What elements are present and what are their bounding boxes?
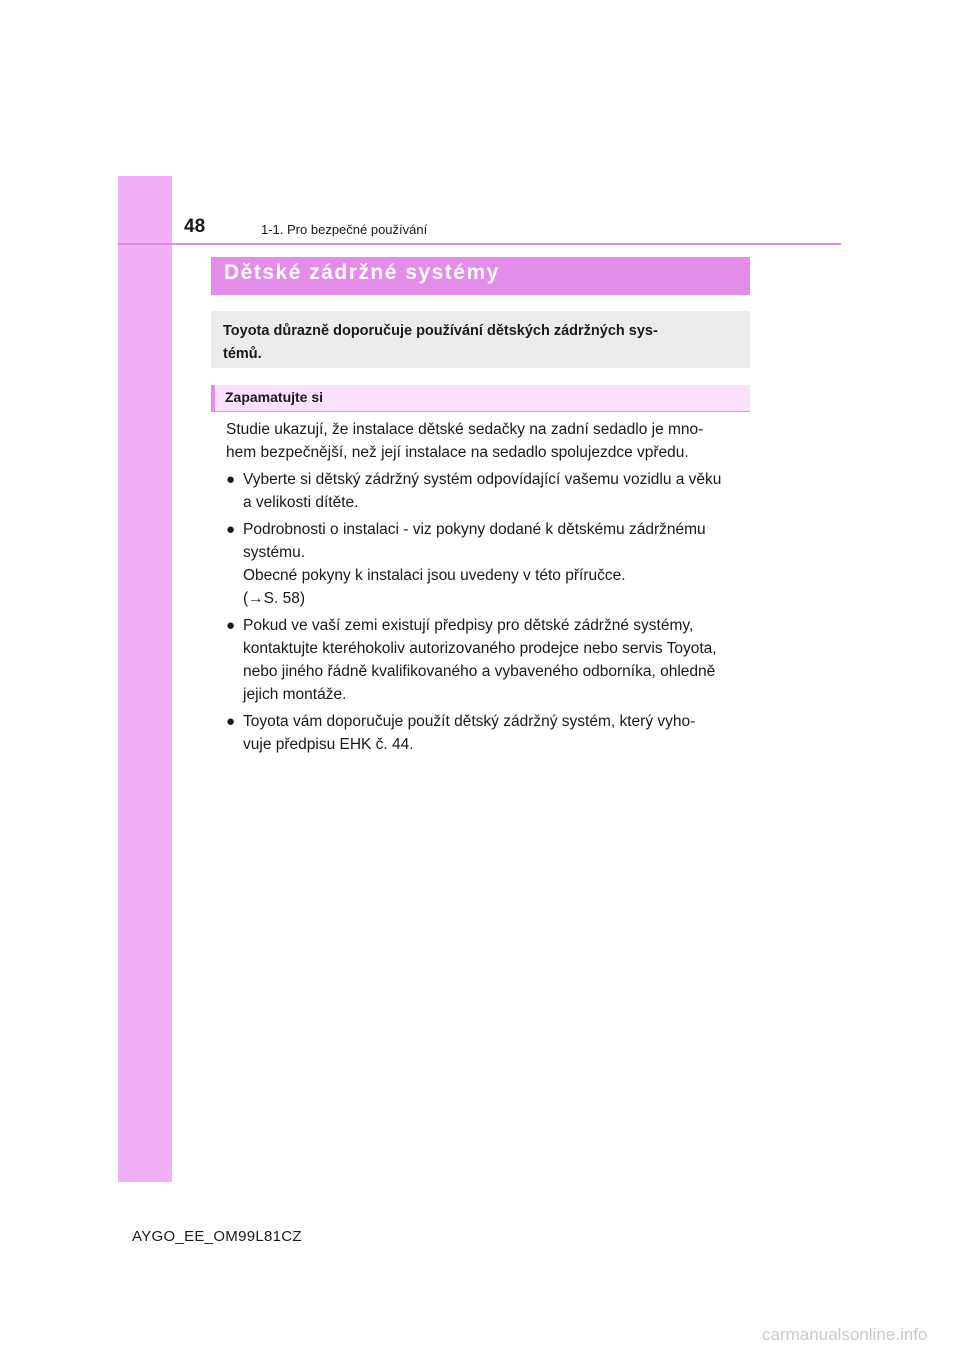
- intro-line: Toyota důrazně doporučuje používání dětských zádržných sys-: [223, 323, 658, 339]
- bullet-line: Vyberte si dětský zádržný systém odpovídající vašemu vozidlu a věku: [243, 471, 722, 488]
- watermark: carmanualsonline.info: [762, 1325, 928, 1344]
- bullet-icon: ●: [226, 617, 236, 634]
- intro-line: témů.: [223, 346, 262, 362]
- bullet-item: [226, 614, 750, 706]
- bullet-line: a velikosti dítěte.: [243, 494, 359, 511]
- bullet-line: kontaktujte kteréhokoliv autorizovaného prodejce nebo servis Toyota,: [243, 640, 717, 657]
- header-divider: [118, 243, 841, 245]
- bullet-item: [226, 710, 750, 756]
- bullet-line: vuje předpisu EHK č. 44.: [243, 736, 414, 753]
- paragraph-line: hem bezpečnější, než její instalace na sedadlo spolujezdce vpředu.: [226, 444, 689, 461]
- bullet-item: [226, 468, 750, 514]
- page-title: Dětské zádržné systémy: [224, 261, 500, 284]
- bullet-icon: ●: [226, 713, 236, 730]
- bullet-line: Pokud ve vaší zemi existují předpisy pro dětské zádržné systémy,: [243, 617, 694, 634]
- bullet-icon: ●: [226, 471, 236, 488]
- body-content: [226, 418, 750, 756]
- bullet-line: jejich montáže.: [243, 686, 347, 703]
- document-code: AYGO_EE_OM99L81CZ: [132, 1228, 302, 1245]
- paragraph-line: Studie ukazují, že instalace dětské sedačky na zadní sedadlo je mno-: [226, 421, 704, 438]
- chapter-side-bar: [118, 176, 172, 1182]
- section-title: 1-1. Pro bezpečné používání: [261, 222, 428, 237]
- bullet-line: systému.: [243, 544, 306, 561]
- bullet-line: nebo jiného řádně kvalifikovaného a vybaveného odborníka, ohledně: [243, 663, 716, 680]
- bullet-icon: ●: [226, 521, 236, 538]
- bullet-line: Podrobnosti o instalaci - viz pokyny dodané k dětskému zádržnému: [243, 521, 706, 538]
- bullet-line: Toyota vám doporučuje použít dětský zádržný systém, který vyho-: [243, 713, 696, 730]
- page-reference-link[interactable]: (→S. 58): [243, 590, 306, 607]
- bullet-item: [226, 518, 750, 610]
- note-heading: Zapamatujte si: [211, 385, 750, 412]
- intro-paragraph: [226, 418, 750, 464]
- intro-box: [211, 311, 750, 368]
- bullet-line: Obecné pokyny k instalaci jsou uvedeny v této příručce.: [243, 567, 626, 584]
- title-banner: [211, 257, 750, 295]
- page-number: 48: [184, 216, 206, 237]
